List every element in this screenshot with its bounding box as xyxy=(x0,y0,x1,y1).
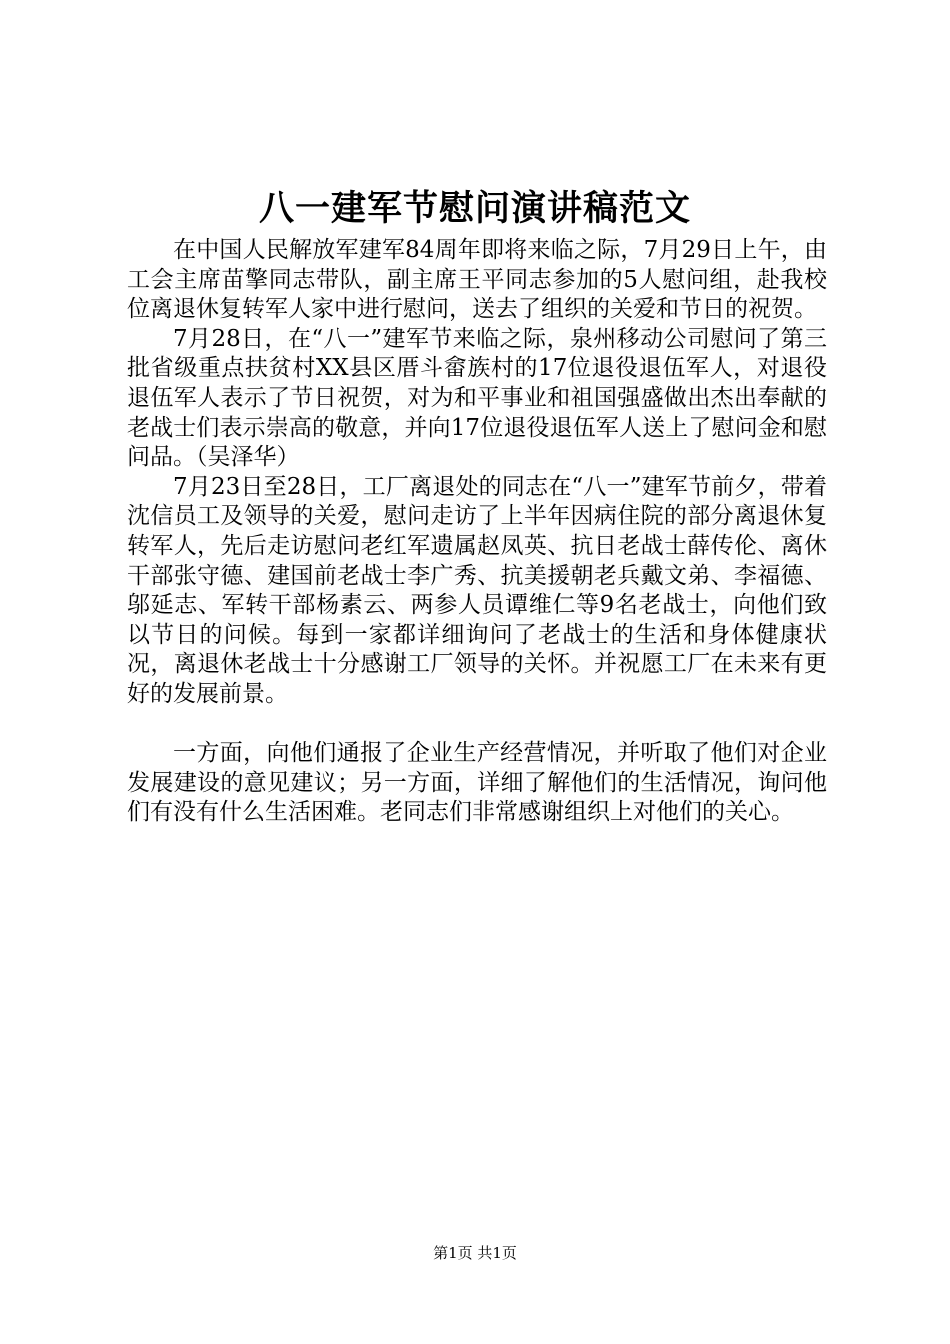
document-title: 八一建军节慰问演讲稿范文 xyxy=(258,188,691,229)
paragraph-2: 7月28日，在“八一”建军节来临之际，泉州移动公司慰问了第三批省级重点扶贫村XX县区厝斗畲族村的17位退役退伍军人，对退役退伍军人表示了节日祝贺，对为和平事业和祖国强盛做出杰出奉献的老战士们表示崇高的敬意，并向17位退役退伍军人送上了慰问金和慰问品。（吴泽华） xyxy=(127,325,827,471)
document-body xyxy=(127,236,827,828)
paragraph-3: 7月23日至28日，工厂离退处的同志在“八一”建军节前夕，带着沈信员工及领导的关爱，慰问走访了上半年因病住院的部分离退休复转军人，先后走访慰问老红军遗属赵凤英、抗日老战士薛传伦、离休干部张守德、建国前老战士李广秀、抗美援朝老兵戴文弟、李福德、邬延志、军转干部杨素云、两参人员谭维仁等9名老战士，向他们致以节日的问候。每到一家都详细询问了老战士的生活和身体健康状况，离退休老战士十分感谢工厂领导的关怀。并祝愿工厂在未来有更好的发展前景。 xyxy=(127,473,827,707)
page-number-footer: 第1页 共1页 xyxy=(433,1244,517,1262)
paragraph-4: 一方面，向他们通报了企业生产经营情况，并听取了他们对企业发展建设的意见建议；另一方面，详细了解他们的生活情况，询问他们有没有什么生活困难。老同志们非常感谢组织上对他们的关心。 xyxy=(127,740,827,826)
paragraph-1: 在中国人民解放军建军84周年即将来临之际，7月29日上午，由工会主席苗擎同志带队，副主席王平同志参加的5人慰问组，赴我校位离退休复转军人家中进行慰问，送去了组织的关爱和节日的祝贺。 xyxy=(127,237,827,323)
